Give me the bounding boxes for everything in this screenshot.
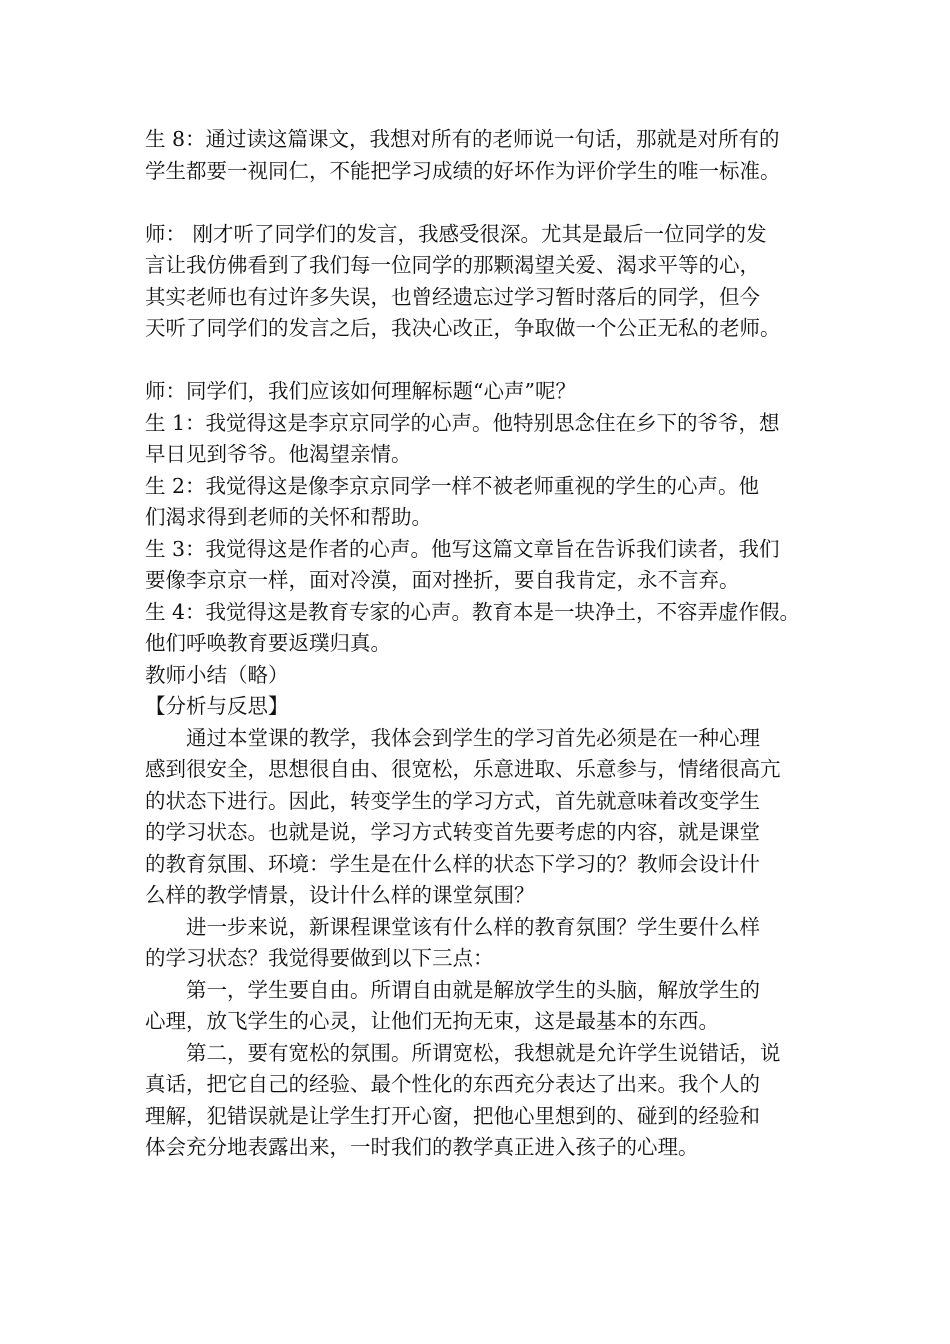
text-line: 言让我仿佛看到了我们每一位同学的那颗渴望关爱、渴求平等的心， [145, 253, 760, 277]
text-line: 的学习状态？我觉得要做到以下三点： [145, 946, 494, 970]
text-line: 么样的教学情景，设计什么样的课堂氛围？ [145, 883, 535, 907]
text-line: 学生都要一视同仁，不能把学习成绩的好坏作为评价学生的唯一标准。 [145, 158, 781, 183]
text-line: 心理，放飞学生的心灵，让他们无拘无束，这是最基本的东西。 [145, 1009, 719, 1033]
text-line: 天听了同学们的发言之后，我决心改正，争取做一个公正无私的老师。 [145, 316, 781, 340]
text-line: 真话，把它自己的经验、最个性化的东西充分表达了出来。我个人的 [145, 1072, 760, 1096]
text-line: 通过本堂课的教学，我体会到学生的学习首先必须是在一种心理 [186, 725, 760, 750]
text-line: 体会充分地表露出来，一时我们的教学真正进入孩子的心理。 [145, 1135, 699, 1159]
text-line: 进一步来说，新课程课堂该有什么样的教育氛围？学生要什么样 [186, 914, 760, 939]
text-line: 师：同学们，我们应该如何理解标题“心声”呢？ [145, 379, 576, 403]
text-line: 教师小结（略） [145, 662, 289, 687]
text-line: 生 2：我觉得这是像李京京同学一样不被老师重视的学生的心声。他 [145, 473, 760, 498]
text-line: 生 4：我觉得这是教育专家的心声。教育本是一块净土，不容弄虚作假。 [145, 599, 801, 624]
text-line: 生 8：通过读这篇课文，我想对所有的老师说一句话，那就是对所有的 [145, 127, 780, 151]
text-line: 师： 刚才听了同学们的发言，我感受很深。尤其是最后一位同学的发 [145, 221, 767, 246]
text-line: 早日见到爷爷。他渴望亲情。 [145, 442, 412, 466]
section-heading: 【分析与反思】 [145, 694, 289, 718]
text-line: 要像李京京一样，面对冷漠，面对挫折，要自我肯定，永不言弃。 [145, 568, 740, 592]
text-line: 第二，要有宽松的氛围。所谓宽松，我想就是允许学生说错话，说 [186, 1040, 781, 1065]
text-line: 理解，犯错误就是让学生打开心窗，把他心里想到的、碰到的经验和 [145, 1103, 760, 1128]
paragraph-gap [145, 187, 825, 219]
text-line: 生 3：我觉得这是作者的心声。他写这篇文章旨在告诉我们读者，我们 [145, 536, 780, 561]
text-line: 们渴求得到老师的关怀和帮助。 [145, 505, 432, 529]
text-line: 其实老师也有过许多失误，也曾经遗忘过学习暂时落后的同学，但今 [145, 284, 760, 309]
text-line: 第一，学生要自由。所谓自由就是解放学生的头脑，解放学生的 [186, 977, 760, 1002]
text-line: 的教育氛围、环境：学生是在什么样的状态下学习的？教师会设计什 [145, 851, 760, 876]
paragraph-gap [145, 345, 825, 377]
text-line: 感到很安全，思想很自由、很宽松，乐意进取、乐意参与，情绪很高亢 [145, 757, 781, 781]
text-line: 生 1：我觉得这是李京京同学的心声。他特别思念住在乡下的爷爷，想 [145, 410, 780, 435]
text-line: 的学习状态。也就是说，学习方式转变首先要考虑的内容，就是课堂 [145, 820, 760, 844]
text-line: 的状态下进行。因此，转变学生的学习方式，首先就意味着改变学生 [145, 788, 760, 813]
text-line: 他们呼唤教育要返璞归真。 [145, 631, 391, 655]
document-body [145, 124, 825, 1164]
